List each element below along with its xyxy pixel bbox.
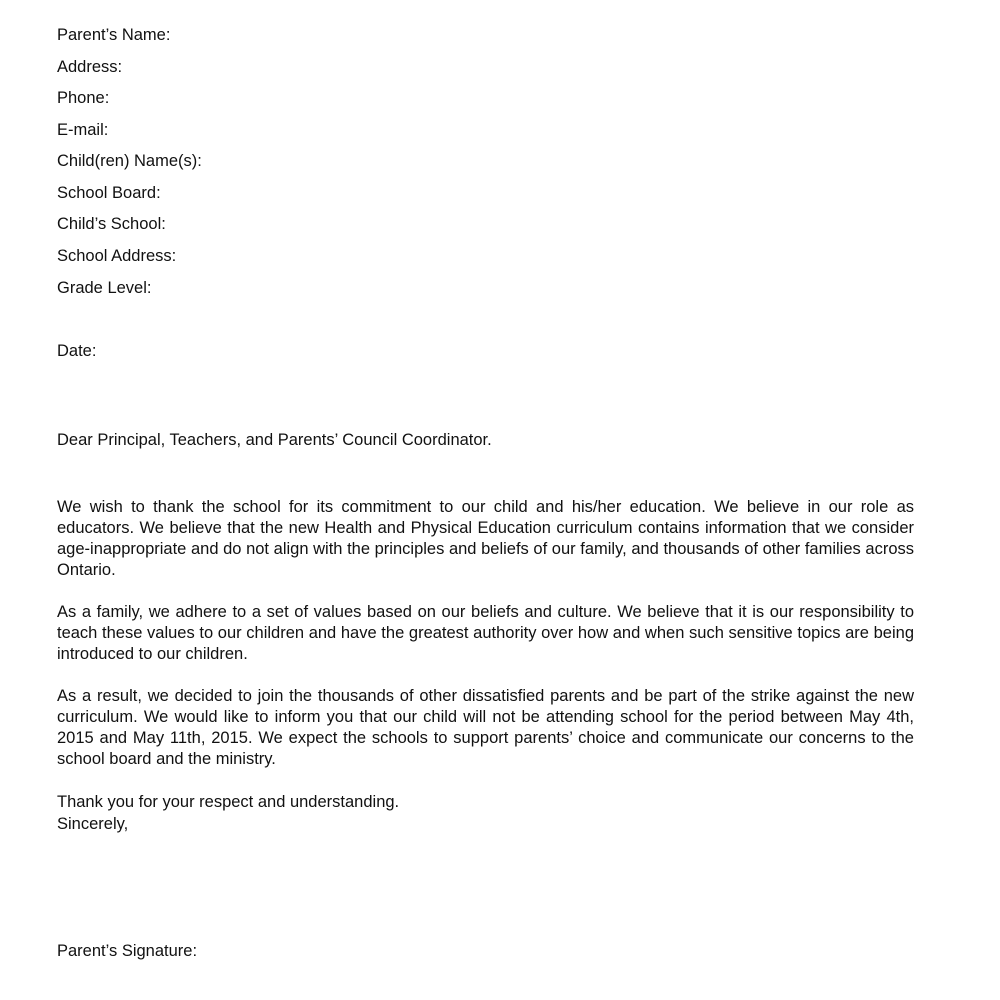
childs-school-label: Child’s School: xyxy=(57,215,166,233)
signature-label: Parent’s Signature: xyxy=(57,942,198,960)
school-board-label: School Board: xyxy=(57,184,161,202)
closing-sign-off: Sincerely, xyxy=(57,815,129,833)
date-label: Date: xyxy=(57,342,97,360)
email-label: E-mail: xyxy=(57,121,109,139)
phone-label: Phone: xyxy=(57,89,110,107)
closing-thanks: Thank you for your respect and understanding. xyxy=(57,793,400,811)
body-paragraph-1: We wish to thank the school for its commitment to our child and his/her education. We believe in our role as educators. We believe that the new Health and Physical Education curriculum contains information that we consider age-inappropriate and do not align with the principles and beliefs of our family, and thousands of other families across Ontario. xyxy=(57,498,914,579)
school-address-label: School Address: xyxy=(57,247,177,265)
address-label: Address: xyxy=(57,58,123,76)
salutation: Dear Principal, Teachers, and Parents’ Council Coordinator. xyxy=(57,431,492,449)
body-paragraph-2: As a family, we adhere to a set of values based on our beliefs and culture. We believe that it is our responsibility to teach these values to our children and have the greatest authority over how and when such sensitive topics are being introduced to our children. xyxy=(57,603,914,663)
children-names-label: Child(ren) Name(s): xyxy=(57,152,202,170)
parent-name-label: Parent’s Name: xyxy=(57,26,171,44)
grade-level-label: Grade Level: xyxy=(57,279,152,297)
body-paragraph-3: As a result, we decided to join the thousands of other dissatisfied parents and be part of the strike against the new curriculum. We would like to inform you that our child will not be attending school for the period between May 4th, 2015 and May 11th, 2015. We expect the schools to support parents’ choice and communicate our concerns to the school board and the ministry. xyxy=(57,687,914,768)
